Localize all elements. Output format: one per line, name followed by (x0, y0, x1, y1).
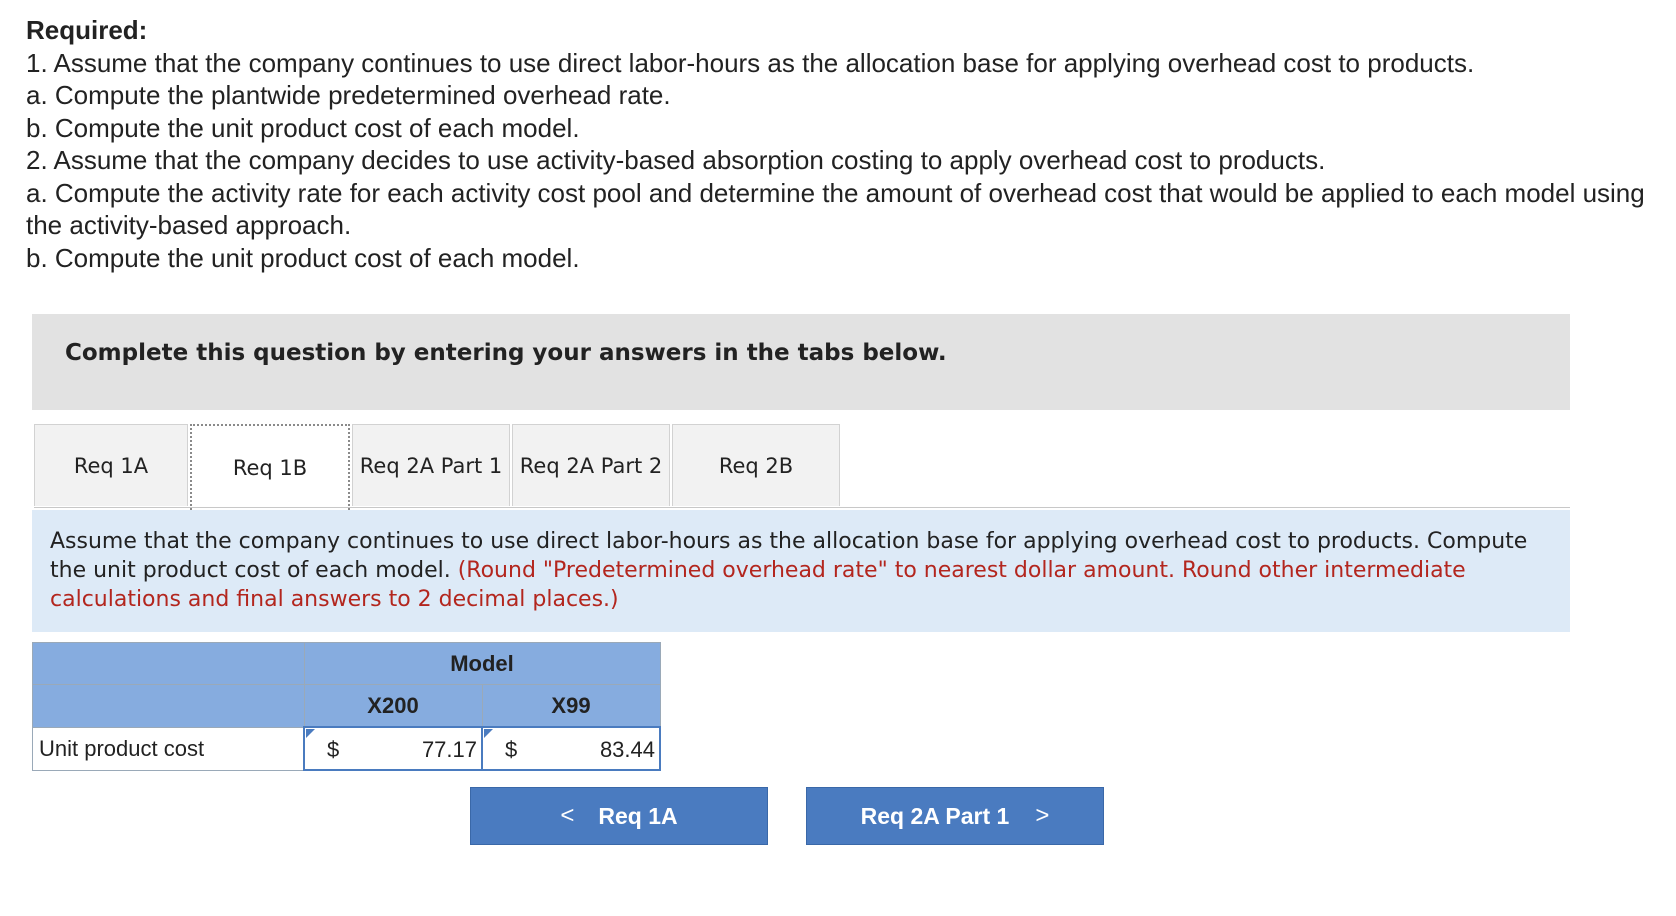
tab-req-2b[interactable]: Req 2B (672, 424, 840, 506)
currency-symbol: $ (327, 737, 340, 762)
chevron-left-icon: < (560, 802, 575, 829)
requirements-block (26, 14, 1666, 274)
table-row (33, 727, 661, 770)
requirement-line: b. Compute the unit product cost of each model. (26, 242, 580, 273)
tab-req-2a-part-1[interactable]: Req 2A Part 1 (352, 424, 510, 506)
column-header-x99: X99 (482, 685, 660, 728)
model-header: Model (304, 643, 660, 685)
prev-button[interactable] (470, 787, 768, 845)
next-button-label: Req 2A Part 1 (860, 802, 1010, 829)
answer-table (32, 642, 661, 771)
banner-text: Complete this question by entering your answers in the tabs below. (65, 340, 947, 366)
x200-unit-cost-value: 77.17 (421, 737, 477, 762)
tab-req-1b[interactable]: Req 1B (190, 424, 350, 510)
header-blank (33, 643, 305, 685)
x200-unit-cost-input[interactable] (304, 727, 482, 770)
currency-symbol: $ (505, 737, 518, 762)
chevron-right-icon: > (1035, 802, 1050, 829)
input-flag-icon (484, 729, 493, 738)
x99-unit-cost-input[interactable] (482, 727, 660, 770)
requirement-line: b. Compute the unit product cost of each model. (26, 112, 580, 143)
requirement-line: 1. Assume that the company continues to use direct labor-hours as the allocation base for applying overhead cost to products. (26, 47, 1475, 78)
tab-bar (34, 424, 1570, 508)
instructions-banner (32, 314, 1570, 410)
instruction-text: Assume that the company continues to use direct labor-hours as the allocation base for applying overhead cost to products. Compute the unit product cost of each model. (50, 529, 1528, 583)
header-blank (33, 685, 305, 728)
x99-unit-cost-value: 83.44 (599, 737, 655, 762)
rounding-note: (Round "Predetermined overhead rate" to nearest dollar amount. Round other intermediate calculations and final answers to 2 decimal places.) (50, 558, 1466, 612)
prev-button-label: Req 1A (598, 802, 678, 829)
table-header-row (33, 643, 661, 685)
table-subheader-row (33, 685, 661, 728)
tab-req-2a-part-2[interactable]: Req 2A Part 2 (512, 424, 670, 506)
tab-instructions (32, 510, 1570, 632)
tab-req-1a[interactable]: Req 1A (34, 424, 188, 506)
required-heading: Required: (26, 15, 148, 45)
input-flag-icon (306, 729, 315, 738)
next-button[interactable] (806, 787, 1104, 845)
requirement-line: a. Compute the activity rate for each activity cost pool and determine the amount of overhead cost that would be applied to each model using the activity-based approach. (26, 177, 1645, 240)
requirement-line: 2. Assume that the company decides to use activity-based absorption costing to apply overhead cost to products. (26, 145, 1326, 175)
requirement-line: a. Compute the plantwide predetermined overhead rate. (26, 80, 671, 110)
tab-divider (34, 507, 1570, 508)
column-header-x200: X200 (304, 685, 482, 728)
row-label-unit-product-cost: Unit product cost (33, 727, 305, 770)
